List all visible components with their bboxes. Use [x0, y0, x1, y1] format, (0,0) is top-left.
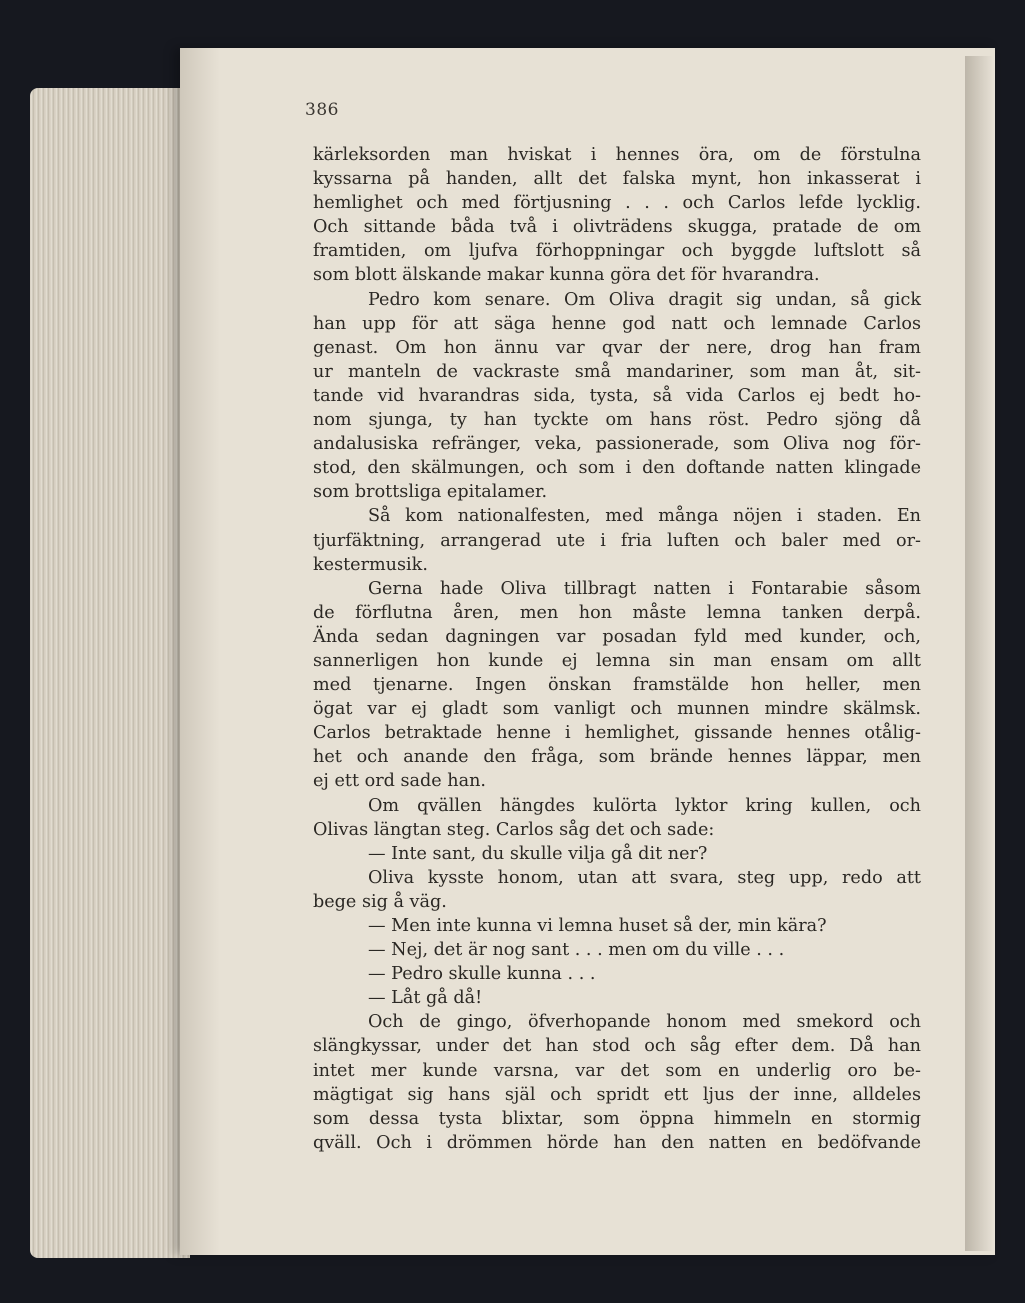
text-line: ur manteln de vackraste små mandariner, som man åt, sit- [313, 361, 921, 382]
text-line: mägtigat sig hans själ och spridt ett ljus der inne, alldeles [313, 1084, 921, 1105]
text-line: Ända sedan dagningen var posadan fyld med kunder, och, [313, 626, 921, 647]
text-line: kärleksorden man hviskat i hennes öra, om de förstulna [313, 145, 921, 165]
text-line: Och sittande båda två i olivträdens skugga, pratade de om [313, 217, 921, 238]
text-line: kestermusik. [313, 554, 428, 575]
text-line: — Nej, det är nog sant . . . men om du ville . . . [368, 940, 785, 961]
text-line: Så kom nationalfesten, med många nöjen i staden. En [368, 506, 921, 527]
facing-page-edge [965, 56, 995, 1251]
text-line: Pedro kom senare. Om Oliva dragit sig undan, så gick [368, 289, 921, 310]
text-line: — Låt gå då! [368, 988, 483, 1009]
text-line: Olivas längtan steg. Carlos såg det och sade: [313, 819, 715, 840]
page-text [313, 143, 921, 1155]
text-line: nom sjunga, ty han tyckte om hans röst. Pedro sjöng då [313, 410, 921, 431]
text-line: framtiden, om ljufva förhoppningar och byggde luftslott så [313, 241, 921, 262]
text-line: het och anande den fråga, som brände hennes läppar, men [313, 747, 921, 768]
text-line: Oliva kysste honom, utan att svara, steg upp, redo att [368, 867, 921, 888]
text-line: ej ett ord sade han. [313, 771, 486, 792]
text-line: intet mer kunde varsna, var det som en underlig oro be- [313, 1060, 921, 1081]
text-line: sannerligen hon kunde ej lemna sin man ensam om allt [313, 650, 921, 671]
text-line: han upp för att säga henne god natt och lemnade Carlos [313, 313, 921, 334]
text-line: slängkyssar, under det han stod och såg efter dem. Då han [313, 1036, 921, 1057]
text-line: hemlighet och med förtjusning . . . och Carlos lefde lycklig. [313, 193, 921, 214]
text-line: Om qvällen hängdes kulörta lyktor kring kullen, och [368, 795, 921, 816]
text-line: tjurfäktning, arrangerad ute i fria luften och baler med or- [313, 530, 921, 551]
text-line: som brottsliga epitalamer. [313, 482, 548, 503]
text-line: andalusiska refränger, veka, passionerade, som Oliva nog för- [313, 434, 921, 455]
text-line: ögat var ej gladt som vanligt och munnen mindre skälmsk. [313, 699, 921, 720]
text-line: med tjenarne. Ingen önskan framstälde hon heller, men [313, 675, 921, 696]
text-line: Och de gingo, öfverhopande honom med smekord och [368, 1012, 921, 1033]
text-line: — Pedro skulle kunna . . . [368, 964, 596, 985]
text-line: som blott älskande makar kunna göra det för hvarandra. [313, 265, 820, 286]
text-line: genast. Om hon ännu var qvar der nere, drog han fram [313, 337, 921, 358]
text-line: stod, den skälmungen, och som i den doftande natten klingade [313, 458, 921, 479]
text-line: Carlos betraktade henne i hemlighet, gissande hennes otålig- [313, 723, 921, 744]
text-line: bege sig å väg. [313, 891, 447, 912]
page-gutter-shadow [180, 48, 220, 1255]
text-line: kyssarna på handen, allt det falska mynt, hon inkasserat i [313, 169, 921, 190]
text-line: — Inte sant, du skulle vilja gå dit ner? [368, 843, 708, 864]
page-stack-edges [30, 88, 190, 1258]
text-line: Gerna hade Oliva tillbragt natten i Fontarabie såsom [368, 578, 921, 599]
text-line: de förflutna åren, men hon måste lemna tanken derpå. [313, 602, 921, 623]
text-line: — Men inte kunna vi lemna huset så der, min kära? [368, 916, 827, 936]
text-line: som dessa tysta blixtar, som öppna himmeln en stormig [313, 1108, 921, 1129]
page-number: 386 [305, 100, 339, 120]
text-line: tande vid hvarandras sida, tysta, så vida Carlos ej bedt ho- [313, 385, 921, 406]
text-line: qväll. Och i drömmen hörde han den natten en bedöfvande [313, 1132, 921, 1153]
